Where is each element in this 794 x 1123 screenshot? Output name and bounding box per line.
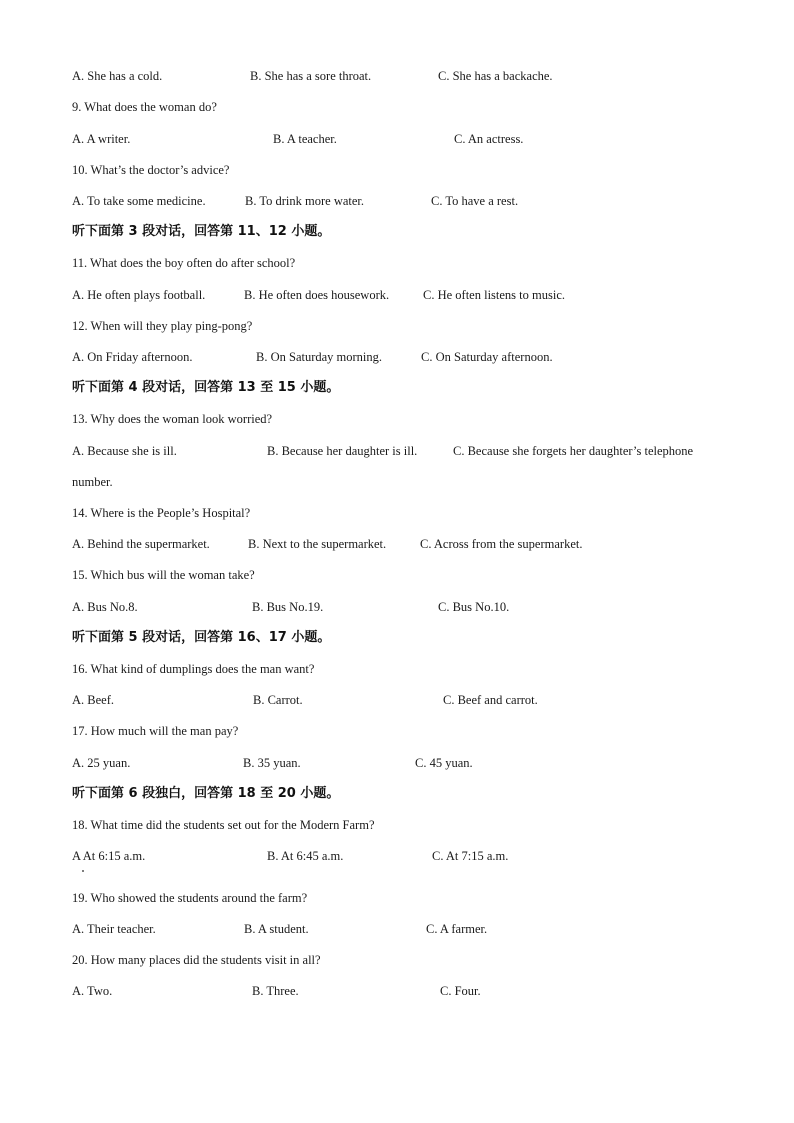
q20-option-b: B. Three. (252, 984, 299, 998)
stray-mark (82, 870, 84, 872)
q17-option-b: B. 35 yuan. (243, 756, 301, 770)
q10-text: 10. What’s the doctor’s advice? (72, 163, 230, 177)
q16-option-c: C. Beef and carrot. (443, 693, 538, 707)
q15-text: 15. Which bus will the woman take? (72, 568, 255, 582)
q8-option-a: A. She has a cold. (72, 69, 163, 83)
q11-option-c: C. He often listens to music. (423, 288, 565, 302)
q17-option-a: A. 25 yuan. (72, 756, 131, 770)
q14-option-c: C. Across from the supermarket. (420, 537, 583, 551)
q11-option-a: A. He often plays football. (72, 288, 206, 302)
q15-option-c: C. Bus No.10. (438, 600, 510, 614)
q13-option-a: A. Because she is ill. (72, 444, 177, 458)
q17-text: 17. How much will the man pay? (72, 724, 239, 738)
q9-text: 9. What does the woman do? (72, 100, 217, 114)
q19-option-a: A. Their teacher. (72, 922, 156, 936)
q15-option-b: B. Bus No.19. (252, 600, 324, 614)
q8-option-b: B. She has a sore throat. (250, 69, 372, 83)
q13-option-c-continued: number. (72, 475, 113, 489)
q16-option-a: A. Beef. (72, 693, 114, 707)
q16-text: 16. What kind of dumplings does the man want? (72, 662, 315, 676)
q18-option-b: B. At 6:45 a.m. (267, 849, 344, 863)
q20-text: 20. How many places did the students visit in all? (72, 953, 321, 967)
q19-option-b: B. A student. (244, 922, 309, 936)
q12-text: 12. When will they play ping-pong? (72, 319, 253, 333)
q18-option-c: C. At 7:15 a.m. (432, 849, 509, 863)
q13-option-c: C. Because she forgets her daughter’s telephone (453, 444, 694, 458)
section-6-heading: 听下面第 6 段独白，回答第 18 至 20 小题。 (72, 786, 340, 801)
q9-option-c: C. An actress. (454, 132, 524, 146)
q12-option-b: B. On Saturday morning. (256, 350, 383, 364)
q19-text: 19. Who showed the students around the farm? (72, 891, 308, 905)
q14-option-a: A. Behind the supermarket. (72, 537, 210, 551)
q13-option-b: B. Because her daughter is ill. (267, 444, 418, 458)
q14-option-b: B. Next to the supermarket. (248, 537, 387, 551)
section-3-heading: 听下面第 3 段对话，回答第 11、12 小题。 (72, 224, 331, 239)
q19-option-c: C. A farmer. (426, 922, 488, 936)
q15-option-a: A. Bus No.8. (72, 600, 138, 614)
q17-option-c: C. 45 yuan. (415, 756, 473, 770)
q10-option-c: C. To have a rest. (431, 194, 519, 208)
q10-option-b: B. To drink more water. (245, 194, 365, 208)
q9-option-a: A. A writer. (72, 132, 131, 146)
q8-option-c: C. She has a backache. (438, 69, 553, 83)
section-4-heading: 听下面第 4 段对话，回答第 13 至 15 小题。 (72, 380, 340, 395)
q16-option-b: B. Carrot. (253, 693, 303, 707)
q12-option-c: C. On Saturday afternoon. (421, 350, 553, 364)
q20-option-a: A. Two. (72, 984, 113, 998)
q13-text: 13. Why does the woman look worried? (72, 412, 273, 426)
q11-text: 11. What does the boy often do after school? (72, 256, 296, 270)
q18-text: 18. What time did the students set out for the Modern Farm? (72, 818, 375, 832)
q12-option-a: A. On Friday afternoon. (72, 350, 193, 364)
q10-option-a: A. To take some medicine. (72, 194, 206, 208)
q9-option-b: B. A teacher. (273, 132, 337, 146)
q14-text: 14. Where is the People’s Hospital? (72, 506, 251, 520)
q20-option-c: C. Four. (440, 984, 481, 998)
section-5-heading: 听下面第 5 段对话，回答第 16、17 小题。 (72, 630, 331, 645)
q11-option-b: B. He often does housework. (244, 288, 390, 302)
q18-option-a: A At 6:15 a.m. (72, 849, 146, 863)
